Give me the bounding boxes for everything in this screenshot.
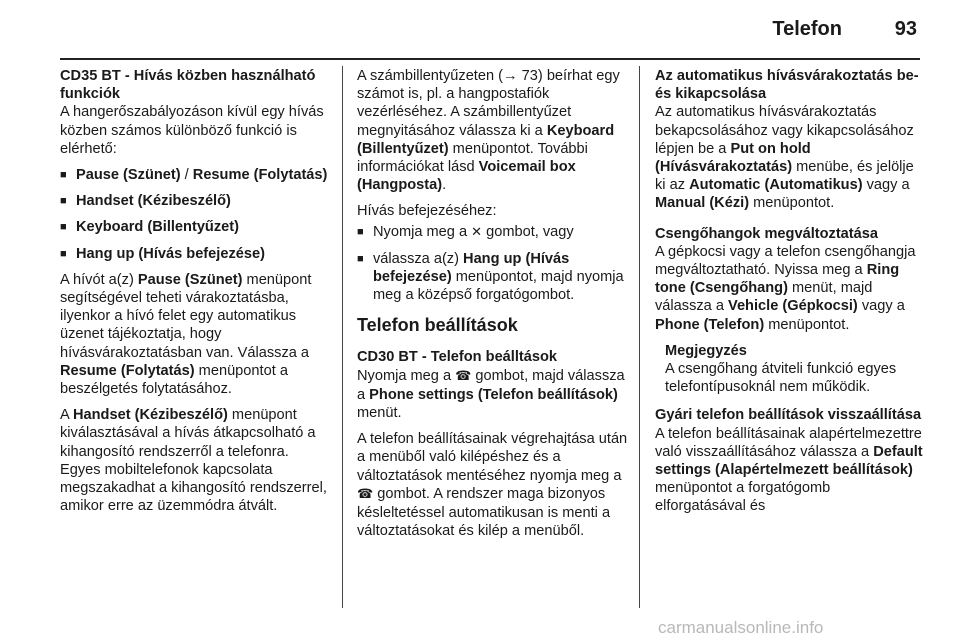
- list-item: ■ Nyomja meg a ✕ gombot, vagy: [357, 223, 629, 242]
- page-number: 93: [894, 18, 917, 40]
- paragraph: A Handset (Kézibeszélő) menüpont kiválasztásával a hívás átkapcsolható a kihangosító rendszerről a telefonra. Egyes mobiltelefonok kapcsolata megszakadhat a kihangosító rendszerrel, amikor erre az üzemmódra átvált.: [60, 407, 327, 515]
- paragraph: A hívót a(z) Pause (Szünet) menüpont segítségével teheti várakoztatásba, ilyenkor a hívó felet egy automatikus üzenet tájékoztatja, hogy hívásvárakoztatásban van. Válassza a Resume (Folytatás) menüpontot a beszélgetés folytatásához.: [60, 271, 312, 398]
- paragraph: A telefon beállításainak végrehajtása után a menüből való kilépéshez és a változtatások mentéséhez nyomja meg a ☎ gombot. A rendszer maga bizonyos késleltetéssel automatikusan is menti a változtatásokat és kilép a menüből.: [357, 431, 628, 540]
- section-heading: Csengőhangok megváltoztatása: [655, 225, 879, 242]
- page-title: Telefon: [772, 18, 842, 40]
- paragraph: Nyomja meg a ☎ gombot, majd válassza a Phone settings (Telefon beállítások) menüt.: [357, 367, 625, 422]
- paragraph: A gépkocsi vagy a telefon csengőhangja megváltoztatható. Nyissa meg a Ring tone (Csengőhang) menüt, majd válassza a Vehicle (Gépkocsi) vagy a Phone (Telefon) menüpontot.: [655, 243, 916, 333]
- column-2: [357, 67, 629, 548]
- column-3: [655, 67, 923, 524]
- column-1: [60, 67, 330, 523]
- header-divider: [60, 58, 920, 60]
- paragraph: A számbillentyűzeten (→ 73) beírhat egy számot is, pl. a hangpostafiók vezérléséhez. A számbillentyűzet megnyitásához válassza ki a Keyboard (Billentyűzet) menüpontot. További információkat lásd Voicemail box (Hangposta).: [357, 68, 620, 194]
- list-item: ■ Pause (Szünet) / Resume (Folytatás): [60, 166, 330, 184]
- note-title: Megjegyzés: [665, 342, 747, 359]
- note-box: [655, 342, 923, 397]
- paragraph: Hívás befejezéséhez:: [357, 203, 497, 220]
- column-divider: [639, 66, 640, 608]
- column-divider: [342, 66, 343, 608]
- paragraph: Az automatikus hívásvárakoztatás bekapcsolásához vagy kikapcsolásához lépjen be a Put on hold (Hívásvárakoztatás) menübe, és jelölje ki az Automatic (Automatikus) vagy a Manual (Kézi) menüpontot.: [655, 104, 914, 212]
- section-heading: CD35 BT - Hívás közben használható funkciók: [60, 68, 316, 103]
- bullet-list: [60, 166, 330, 263]
- paragraph: A hangerőszabályozáson kívül egy hívás közben számos különböző funkció is elérhető:: [60, 104, 324, 157]
- hang-up-icon: ✕: [471, 224, 483, 240]
- list-item: ■ Hang up (Hívás befejezése): [60, 245, 330, 263]
- list-item: ■ Keyboard (Billentyűzet): [60, 218, 330, 236]
- page-header: [0, 18, 960, 48]
- bullet-list: [357, 223, 629, 305]
- phone-icon: ☎: [455, 368, 472, 384]
- sub-heading: CD30 BT - Telefon beálltások: [357, 349, 558, 366]
- list-item: ■ Handset (Kézibeszélő): [60, 192, 330, 210]
- section-heading: Az automatikus hívásvárakoztatás be- és kikapcsolása: [655, 68, 919, 103]
- list-item: ■ válassza a(z) Hang up (Hívás befejezése) menüpontot, majd nyomja meg a középső forgatógombot.: [357, 250, 629, 305]
- section-heading: Gyári telefon beállítások visszaállítása: [655, 407, 922, 424]
- paragraph: A telefon beállításainak alapértelmezettre való visszaállításához válassza a Default settings (Alapértelmezett beállítások) menüpontot a forgatógomb elforgatásával és: [655, 425, 923, 515]
- page-ref: → 73: [503, 68, 538, 84]
- note-text: A csengőhang átviteli funkció egyes telefontípusoknál nem működik.: [665, 361, 897, 396]
- watermark: carmanualsonline.info: [658, 618, 824, 637]
- section-title: Telefon beállítások: [357, 315, 518, 336]
- phone-icon: ☎: [357, 486, 374, 502]
